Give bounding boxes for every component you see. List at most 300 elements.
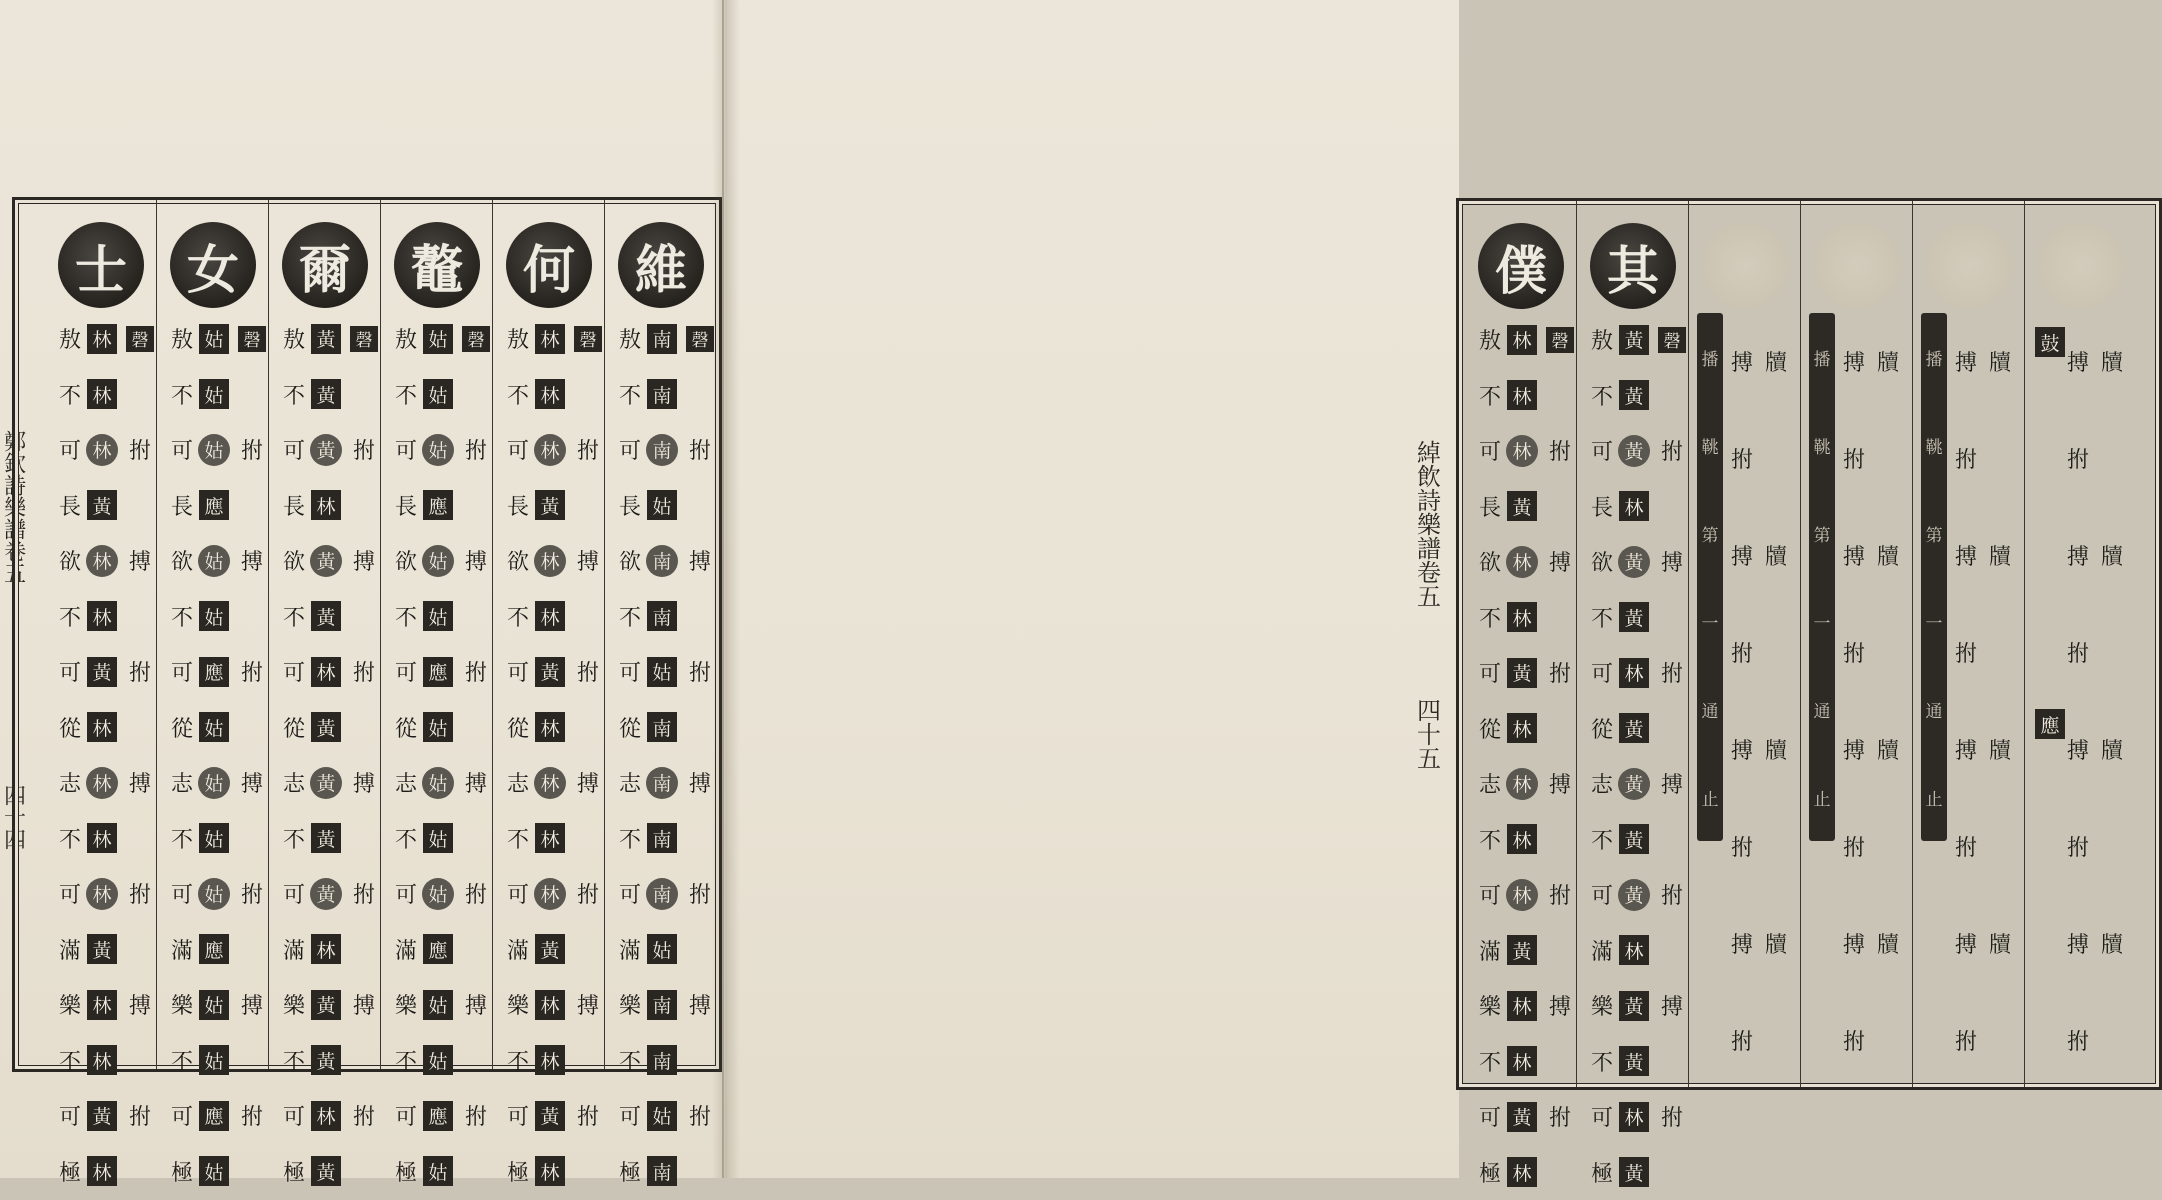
percussion-char: 搏 (689, 977, 711, 1033)
pitch-char (1619, 645, 1649, 701)
pitch-mark: 林 (87, 1045, 117, 1075)
pitch-mark: 林 (311, 490, 341, 520)
percussion-char: 搏 (689, 533, 711, 589)
pitch-mark: 林 (535, 601, 565, 631)
lyric-char: 滿 (283, 922, 305, 978)
lyric-char: 樂 (1479, 978, 1501, 1034)
du-char: 牘 (2101, 313, 2123, 410)
percussion-char: 搏 (465, 533, 487, 589)
pitch-mark: 黃 (311, 823, 341, 853)
percussion-char: 拊 (353, 422, 375, 478)
pitch-mark: 姑 (422, 434, 454, 466)
lyric-char: 欲 (395, 533, 417, 589)
lyric-char: 極 (171, 1144, 193, 1200)
pitch-char (1507, 1145, 1537, 1200)
pitch-char (535, 478, 565, 534)
pitch-mark: 姑 (198, 434, 230, 466)
bar-label: 一 (1926, 609, 1943, 634)
lyric-char: 敖 (507, 311, 529, 367)
lyric-char: 欲 (507, 533, 529, 589)
pitch-mark: 林 (87, 1156, 117, 1186)
percussion-char: 拊 (353, 1088, 375, 1144)
pitch-char (1507, 479, 1537, 535)
lyric-char: 長 (507, 478, 529, 534)
pitch-mark: 黃 (311, 1156, 341, 1186)
pitch-char (1507, 701, 1537, 757)
pitch-char (310, 866, 342, 922)
pitch-mark: 林 (87, 712, 117, 742)
percussion-char: 拊 (465, 1088, 487, 1144)
percussion-char: 拊 (689, 1088, 711, 1144)
pitch-char (311, 1088, 341, 1144)
lyric-char: 不 (59, 367, 81, 423)
chime-mark: 磬 (462, 326, 490, 352)
pitch-track (197, 311, 231, 1199)
bo-fu-char: 搏 (2067, 507, 2089, 604)
pitch-char (1619, 1034, 1649, 1090)
lyric-char: 可 (283, 644, 305, 700)
lyric-char: 從 (283, 700, 305, 756)
pitch-mark: 姑 (422, 545, 454, 577)
pitch-char (198, 533, 230, 589)
lyric-char: 不 (1591, 590, 1613, 646)
lyric-char: 樂 (395, 977, 417, 1033)
lyric-char: 極 (283, 1144, 305, 1200)
pitch-char (423, 367, 453, 423)
lyric-char: 從 (1479, 701, 1501, 757)
lyric-char: 從 (507, 700, 529, 756)
lyric-char: 敖 (1591, 312, 1613, 368)
pitch-char (1619, 978, 1649, 1034)
lyric-char: 可 (619, 644, 641, 700)
lyric-char: 欲 (171, 533, 193, 589)
pitch-char (1506, 423, 1538, 479)
pitch-char (311, 311, 341, 367)
pitch-mark: 黃 (1619, 991, 1649, 1021)
pitch-char (647, 700, 677, 756)
lyric-char: 不 (1591, 368, 1613, 424)
pitch-mark: 黃 (1618, 435, 1650, 467)
pitch-char (1507, 1089, 1537, 1145)
bo-fu-char: 搏 (1955, 313, 1977, 410)
percussion-char: 搏 (1661, 978, 1683, 1034)
pitch-mark: 黃 (1507, 935, 1537, 965)
bar-label: 止 (1814, 785, 1831, 810)
pitch-char (87, 478, 117, 534)
pitch-mark: 姑 (199, 712, 229, 742)
pitch-mark: 黃 (1507, 658, 1537, 688)
pitch-mark: 姑 (423, 823, 453, 853)
bo-fu-char: 拊 (2067, 798, 2089, 895)
pitch-mark: 應 (199, 657, 229, 687)
lyric-char: 樂 (171, 977, 193, 1033)
bar-label: 一 (1814, 609, 1831, 634)
bo-fu-track (1731, 313, 1753, 1089)
percussion-char: 拊 (129, 1088, 151, 1144)
pitch-char (534, 866, 566, 922)
pitch-mark: 林 (87, 601, 117, 631)
lyric-char: 極 (619, 1144, 641, 1200)
lyric-char: 可 (171, 644, 193, 700)
pitch-char (1507, 368, 1537, 424)
pitch-mark: 林 (87, 823, 117, 853)
pitch-char (311, 1144, 341, 1200)
pitch-mark: 林 (1507, 824, 1537, 854)
bar-label: 止 (1926, 785, 1943, 810)
lyric-char: 敖 (283, 311, 305, 367)
lyric-char: 不 (171, 367, 193, 423)
bar-label: 止 (1702, 785, 1719, 810)
lyric-char: 不 (395, 589, 417, 645)
lyric-char: 可 (1591, 867, 1613, 923)
lyric-char: 滿 (1479, 923, 1501, 979)
pitch-char (311, 1033, 341, 1089)
percussion-char: 搏 (241, 977, 263, 1033)
pitch-mark: 林 (534, 545, 566, 577)
pitch-mark: 林 (1507, 991, 1537, 1021)
pitch-mark: 林 (534, 767, 566, 799)
du-char: 牘 (1989, 313, 2011, 410)
pitch-char (87, 589, 117, 645)
lyric-char: 長 (395, 478, 417, 534)
pitch-mark: 黃 (1507, 1102, 1537, 1132)
faint-seal (2038, 223, 2124, 309)
lyric-char: 欲 (1479, 534, 1501, 590)
lyric-char: 不 (59, 811, 81, 867)
title-character-seal: 其 (1590, 223, 1676, 309)
score-column (381, 200, 493, 1069)
bo-fu-char: 搏 (2067, 701, 2089, 798)
du-char: 牘 (2101, 895, 2123, 992)
pitch-char (1619, 1089, 1649, 1145)
bo-fu-char: 拊 (1731, 604, 1753, 701)
percussion-char: 搏 (1549, 978, 1571, 1034)
pitch-mark: 林 (86, 767, 118, 799)
pitch-char (535, 1033, 565, 1089)
lyric-char: 可 (395, 422, 417, 478)
faint-seal (1814, 223, 1900, 309)
lyric-char: 長 (1479, 479, 1501, 535)
bar-label: 一 (1702, 609, 1719, 634)
pitch-track (1505, 312, 1539, 1200)
lyric-char: 極 (1591, 1145, 1613, 1200)
pitch-char (199, 589, 229, 645)
drum-roll-bar (1697, 313, 1723, 841)
title-character-seal: 僕 (1478, 223, 1564, 309)
pitch-char (535, 644, 565, 700)
pitch-mark: 林 (1619, 658, 1649, 688)
lyric-char: 不 (507, 1033, 529, 1089)
pitch-mark: 林 (535, 379, 565, 409)
pitch-char (647, 1033, 677, 1089)
bo-fu-char: 拊 (1955, 410, 1977, 507)
lyric-char: 志 (619, 755, 641, 811)
pitch-mark: 南 (646, 878, 678, 910)
pitch-mark: 應 (199, 490, 229, 520)
percussion-track (347, 311, 381, 1199)
bar-label: 通 (1814, 697, 1831, 722)
bo-fu-char: 拊 (1955, 992, 1977, 1089)
pitch-mark: 黃 (1619, 380, 1649, 410)
lyric-char: 敖 (171, 311, 193, 367)
pitch-mark: 黃 (1618, 546, 1650, 578)
percussion-char: 拊 (465, 644, 487, 700)
pitch-mark: 應 (423, 657, 453, 687)
du-char: 牘 (1877, 895, 1899, 992)
pitch-mark: 林 (1507, 380, 1537, 410)
pitch-char (647, 589, 677, 645)
lyric-char: 志 (283, 755, 305, 811)
chime-mark: 磬 (1658, 327, 1686, 353)
bo-fu-char: 拊 (1731, 798, 1753, 895)
bo-fu-char: 搏 (1843, 313, 1865, 410)
pitch-mark: 黃 (535, 490, 565, 520)
pitch-char (535, 367, 565, 423)
lyric-char: 極 (1479, 1145, 1501, 1200)
pitch-mark: 林 (1619, 935, 1649, 965)
bo-fu-char: 拊 (1955, 604, 1977, 701)
percussion-track (1543, 312, 1577, 1200)
lyric-char: 可 (59, 1088, 81, 1144)
pitch-char (87, 1088, 117, 1144)
lyric-track (501, 311, 535, 1199)
lyric-char: 從 (1591, 701, 1613, 757)
pitch-mark: 姑 (423, 379, 453, 409)
pitch-char (199, 367, 229, 423)
pitch-char (199, 644, 229, 700)
pitch-char (423, 811, 453, 867)
pitch-char (311, 922, 341, 978)
pitch-mark: 黃 (311, 379, 341, 409)
pitch-mark: 黃 (1619, 325, 1649, 355)
pitch-char (87, 311, 117, 367)
lyric-char: 敖 (619, 311, 641, 367)
lyric-char: 不 (171, 1033, 193, 1089)
lyric-char: 從 (59, 700, 81, 756)
pitch-mark: 南 (647, 990, 677, 1020)
lyric-char: 可 (171, 866, 193, 922)
pitch-mark: 南 (647, 379, 677, 409)
pitch-mark: 林 (87, 379, 117, 409)
percussion-char: 搏 (1549, 534, 1571, 590)
percussion-char: 拊 (689, 866, 711, 922)
du-char: 牘 (1989, 701, 2011, 798)
percussion-char: 搏 (1661, 756, 1683, 812)
pitch-char (199, 1144, 229, 1200)
percussion-char: 拊 (1661, 645, 1683, 701)
pitch-char (423, 589, 453, 645)
lyric-char: 敖 (395, 311, 417, 367)
pitch-char (311, 700, 341, 756)
pitch-mark: 南 (646, 434, 678, 466)
bo-fu-char: 拊 (1843, 604, 1865, 701)
pitch-char (422, 755, 454, 811)
pitch-char (1619, 479, 1649, 535)
pitch-mark: 林 (1507, 1046, 1537, 1076)
pitch-mark: 姑 (199, 601, 229, 631)
percussion-char: 拊 (577, 1088, 599, 1144)
pitch-char (647, 644, 677, 700)
pitch-char (647, 811, 677, 867)
lyric-char: 可 (507, 422, 529, 478)
lyric-char: 滿 (171, 922, 193, 978)
score-column (269, 200, 381, 1069)
percussion-char: 拊 (129, 866, 151, 922)
pitch-mark: 應 (199, 1101, 229, 1131)
percussion-char: 拊 (1549, 1089, 1571, 1145)
left-margin-title: 鄭欽詩樂譜卷五 (0, 430, 25, 584)
lyric-char: 不 (619, 589, 641, 645)
pitch-char (535, 922, 565, 978)
pitch-char (1507, 923, 1537, 979)
pitch-char (1619, 312, 1649, 368)
pitch-char (1619, 590, 1649, 646)
pitch-mark: 黃 (310, 434, 342, 466)
pitch-char (647, 311, 677, 367)
percussion-char: 拊 (689, 422, 711, 478)
pitch-mark: 林 (534, 878, 566, 910)
percussion-char: 搏 (129, 755, 151, 811)
lyric-char: 可 (283, 866, 305, 922)
lyric-char: 滿 (59, 922, 81, 978)
bo-fu-char: 拊 (2067, 410, 2089, 507)
pitch-char (647, 922, 677, 978)
lyric-char: 滿 (507, 922, 529, 978)
pitch-mark: 姑 (199, 379, 229, 409)
pitch-char (646, 422, 678, 478)
lyric-char: 不 (395, 811, 417, 867)
pitch-char (1618, 867, 1650, 923)
pitch-char (199, 811, 229, 867)
percussion-char: 搏 (353, 755, 375, 811)
pitch-mark: 應 (423, 490, 453, 520)
lyric-char: 可 (1591, 423, 1613, 479)
percussion-char: 拊 (1549, 867, 1571, 923)
pitch-mark: 姑 (423, 1045, 453, 1075)
lyric-char: 不 (1479, 1034, 1501, 1090)
lyric-char: 長 (619, 478, 641, 534)
pitch-mark: 林 (1507, 325, 1537, 355)
pitch-char (1619, 812, 1649, 868)
pitch-mark: 黃 (535, 657, 565, 687)
pitch-mark: 姑 (199, 1156, 229, 1186)
pitch-mark: 姑 (199, 324, 229, 354)
percussion-char (1546, 312, 1574, 368)
pitch-mark: 林 (311, 657, 341, 687)
lyric-char: 志 (395, 755, 417, 811)
lyric-char: 不 (171, 811, 193, 867)
percussion-char: 拊 (353, 644, 375, 700)
lyric-char: 不 (283, 811, 305, 867)
bo-fu-char: 搏 (1731, 895, 1753, 992)
bo-fu-char: 搏 (1843, 507, 1865, 604)
percussion-char: 搏 (241, 533, 263, 589)
pitch-char (646, 533, 678, 589)
pitch-char (535, 589, 565, 645)
percussion-char: 拊 (465, 866, 487, 922)
pitch-char (1507, 812, 1537, 868)
right-margin-folio: 四十五 (1410, 698, 1445, 770)
pitch-mark: 黃 (311, 1045, 341, 1075)
percussion-char: 拊 (353, 866, 375, 922)
bar-label: 鞉 (1702, 433, 1719, 458)
pitch-mark: 黃 (310, 878, 342, 910)
pitch-char (199, 1033, 229, 1089)
lyric-char: 樂 (1591, 978, 1613, 1034)
bo-fu-char: 拊 (1731, 992, 1753, 1089)
pitch-char (310, 422, 342, 478)
right-margin-label (1410, 440, 1444, 860)
lyric-char: 滿 (619, 922, 641, 978)
du-char: 牘 (1765, 895, 1787, 992)
pitch-track (1617, 312, 1651, 1200)
pitch-mark: 林 (535, 990, 565, 1020)
pitch-mark: 黃 (1618, 879, 1650, 911)
bar-label: 第 (1702, 521, 1719, 546)
percussion-char: 拊 (689, 644, 711, 700)
percussion-char: 拊 (241, 644, 263, 700)
pitch-char (199, 1088, 229, 1144)
pitch-mark: 黃 (1619, 713, 1649, 743)
lyric-char: 不 (1479, 590, 1501, 646)
bo-fu-char: 搏 (1955, 507, 1977, 604)
lyric-char: 可 (59, 422, 81, 478)
pitch-char (199, 700, 229, 756)
chime-mark: 磬 (126, 326, 154, 352)
percussion-char: 搏 (465, 755, 487, 811)
left-frame (12, 197, 722, 1072)
pitch-mark: 林 (535, 1045, 565, 1075)
left-page (0, 0, 724, 1178)
pitch-mark: 應 (423, 1101, 453, 1131)
percussion-char: 拊 (577, 422, 599, 478)
percussion-char: 拊 (129, 644, 151, 700)
pitch-mark: 姑 (423, 990, 453, 1020)
bo-fu-char: 拊 (2067, 604, 2089, 701)
bar-label: 鞉 (1814, 433, 1831, 458)
pitch-char (534, 422, 566, 478)
lyric-char: 滿 (1591, 923, 1613, 979)
percussion-char: 拊 (241, 422, 263, 478)
pitch-mark: 姑 (198, 545, 230, 577)
pitch-char (198, 866, 230, 922)
pitch-mark: 林 (311, 1101, 341, 1131)
pitch-mark: 林 (1506, 879, 1538, 911)
lyric-char: 欲 (283, 533, 305, 589)
bo-fu-char: 搏 (2067, 313, 2089, 410)
pitch-char (311, 977, 341, 1033)
lyric-track (165, 311, 199, 1199)
pitch-char (1507, 590, 1537, 646)
bo-fu-char: 拊 (1843, 992, 1865, 1089)
pitch-char (198, 422, 230, 478)
lyric-char: 可 (59, 866, 81, 922)
lyric-char: 不 (507, 367, 529, 423)
lyric-char: 欲 (1591, 534, 1613, 590)
pitch-char (535, 1144, 565, 1200)
pitch-mark: 南 (647, 1156, 677, 1186)
lyric-char: 長 (59, 478, 81, 534)
pitch-char (423, 922, 453, 978)
pitch-char (86, 866, 118, 922)
lyric-char: 可 (395, 644, 417, 700)
lyric-char: 欲 (59, 533, 81, 589)
lyric-char: 不 (395, 367, 417, 423)
pitch-track (533, 311, 567, 1199)
pitch-mark: 林 (1507, 713, 1537, 743)
du-char: 牘 (1877, 701, 1899, 798)
lyric-char: 不 (507, 589, 529, 645)
